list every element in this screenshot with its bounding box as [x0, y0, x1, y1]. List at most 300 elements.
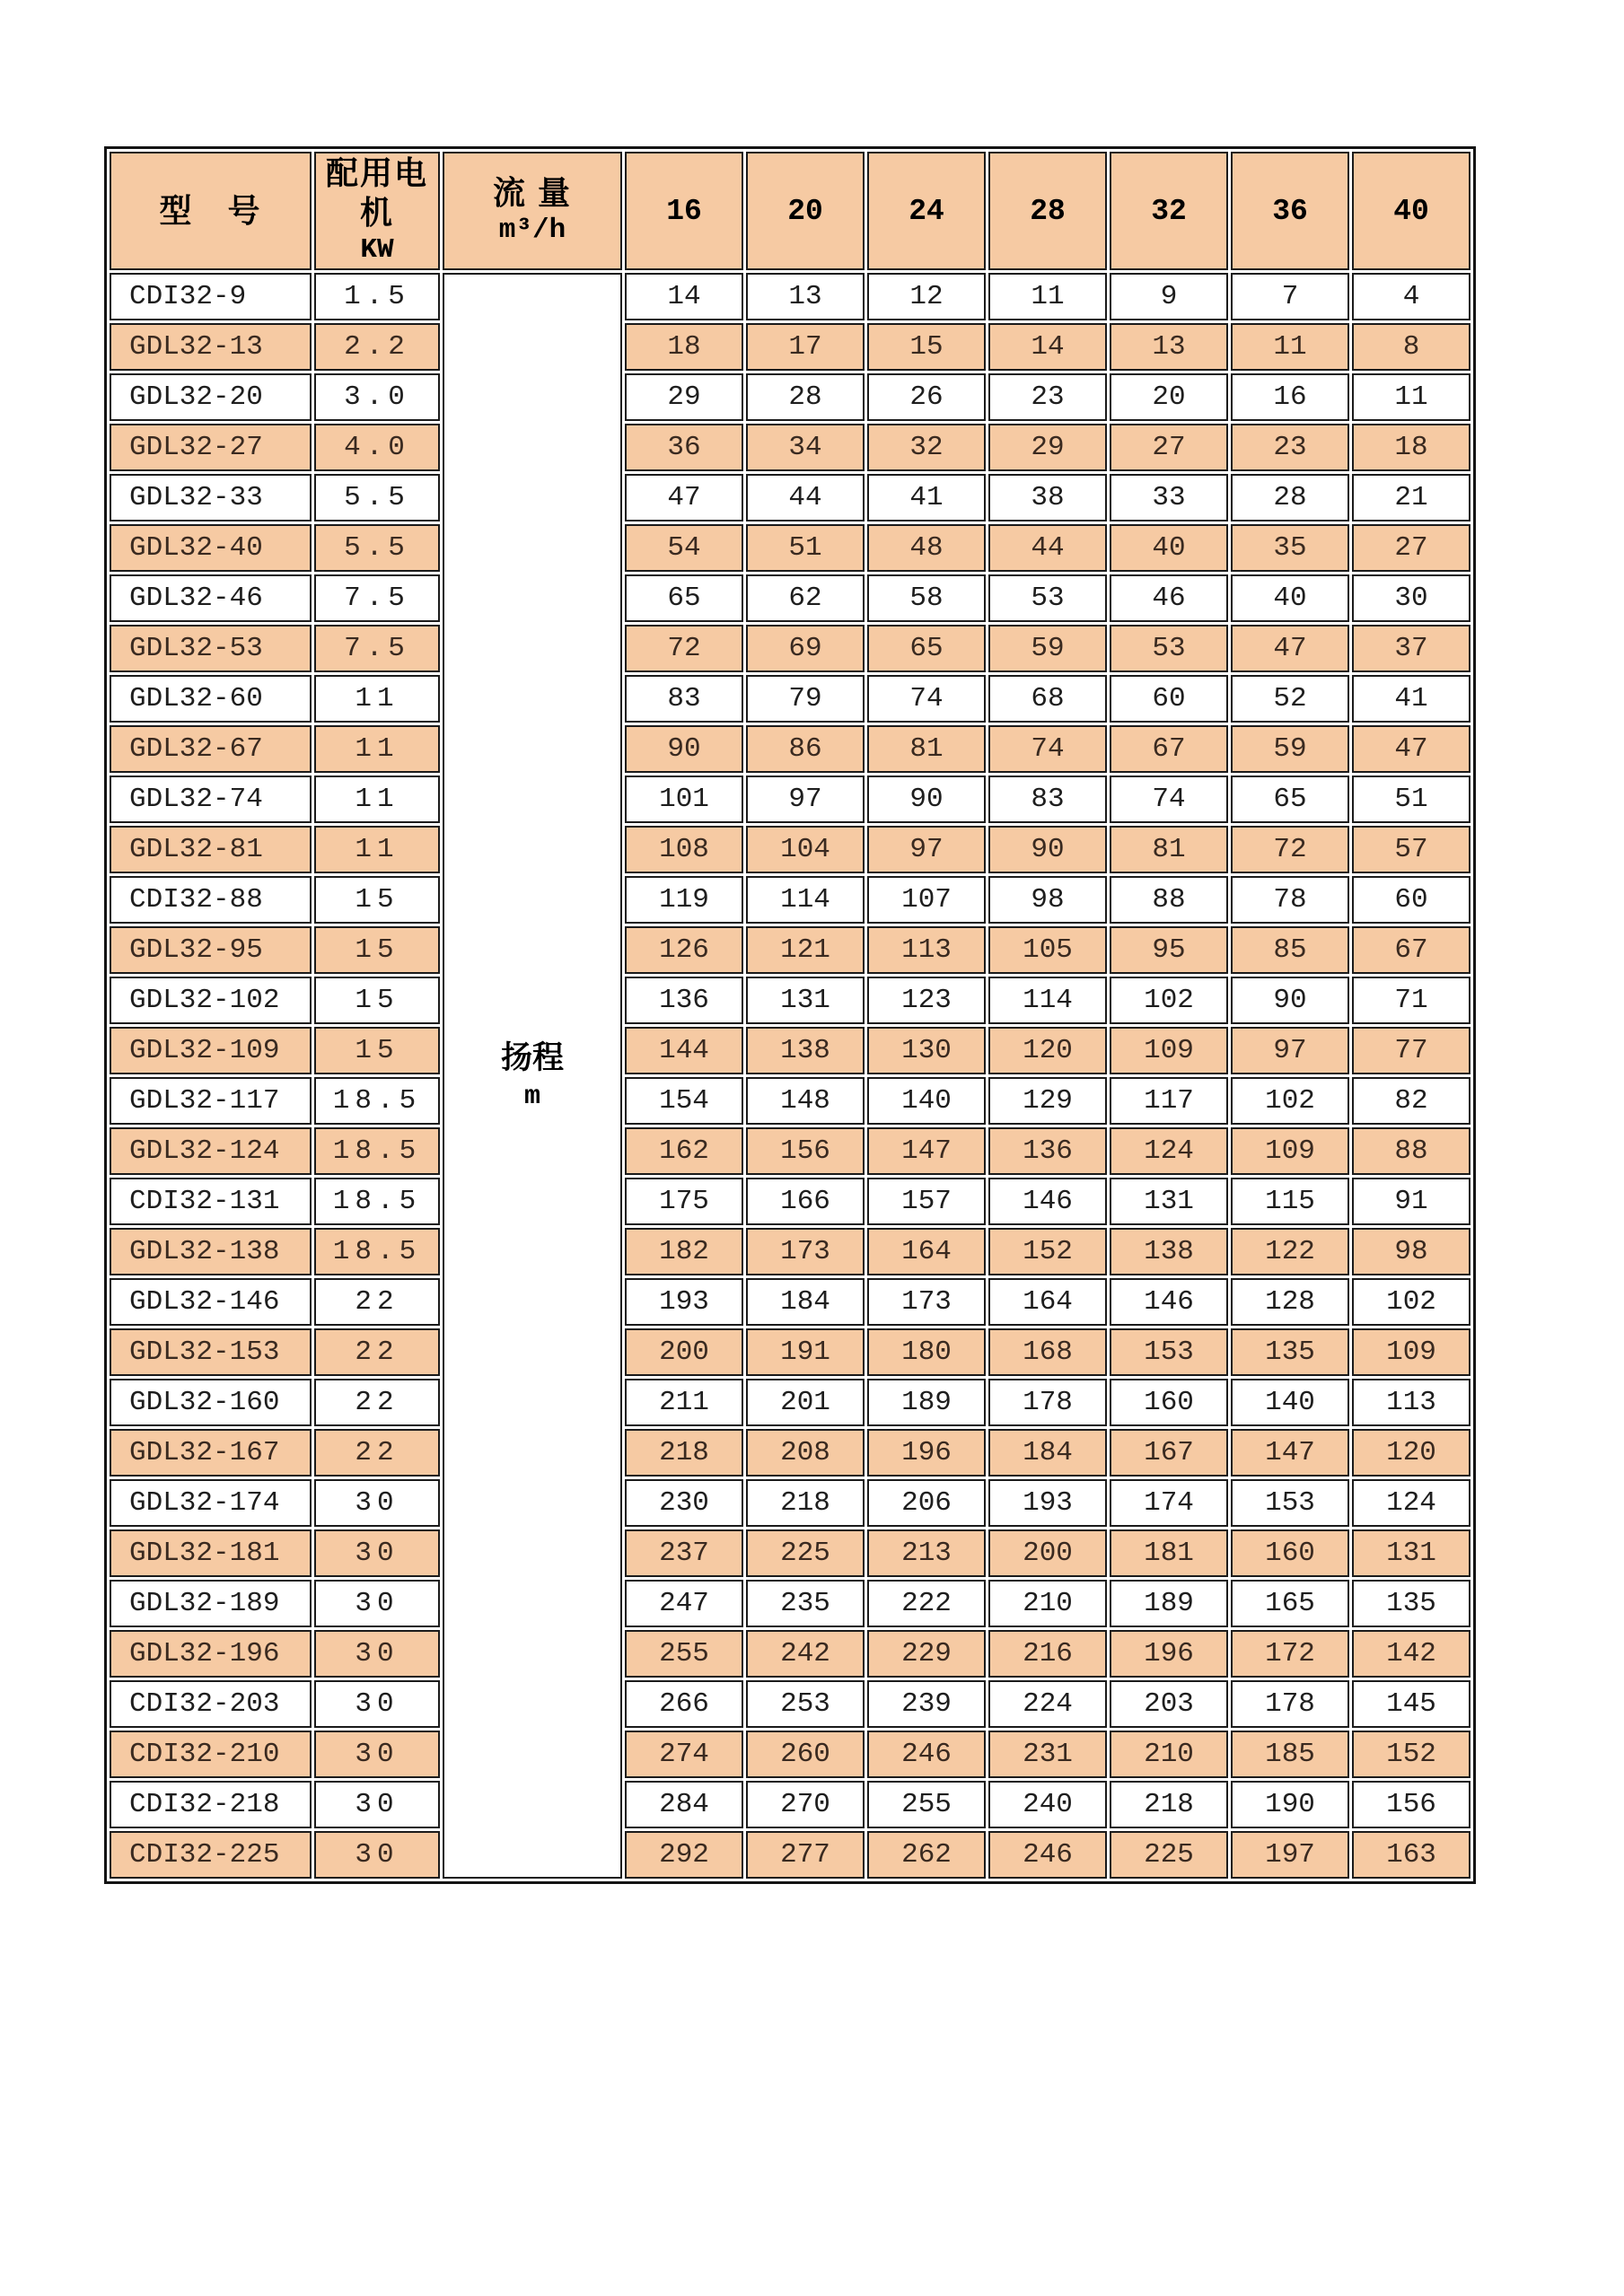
head-value-cell: 41 — [1352, 675, 1470, 723]
head-value-cell: 23 — [988, 373, 1107, 421]
table-row — [110, 1127, 1470, 1175]
head-value-cell: 255 — [867, 1781, 986, 1828]
model-cell: GDL32-53 — [110, 625, 312, 672]
motor-kw-cell: 22 — [314, 1278, 440, 1326]
head-value-cell: 102 — [1231, 1077, 1349, 1125]
table-row — [110, 273, 1470, 320]
head-value-cell: 162 — [625, 1127, 743, 1175]
head-value-cell: 115 — [1231, 1178, 1349, 1225]
header-flow-28: 28 — [988, 152, 1107, 270]
motor-kw-cell: 11 — [314, 826, 440, 873]
motor-kw-cell: 30 — [314, 1781, 440, 1828]
model-cell: GDL32-13 — [110, 323, 312, 371]
head-value-cell: 266 — [625, 1680, 743, 1728]
head-value-cell: 262 — [867, 1831, 986, 1879]
motor-kw-cell: 30 — [314, 1479, 440, 1527]
head-value-cell: 46 — [1110, 574, 1228, 622]
head-value-cell: 83 — [625, 675, 743, 723]
model-cell: GDL32-40 — [110, 524, 312, 572]
head-value-cell: 28 — [746, 373, 865, 421]
head-merged-cell — [443, 273, 622, 1879]
model-cell: CDI32-218 — [110, 1781, 312, 1828]
motor-kw-cell: 18.5 — [314, 1127, 440, 1175]
head-value-cell: 97 — [1231, 1027, 1349, 1074]
table-row — [110, 876, 1470, 924]
header-flow-24: 24 — [867, 152, 986, 270]
head-value-cell: 52 — [1231, 675, 1349, 723]
table-row — [110, 1529, 1470, 1577]
head-value-cell: 17 — [746, 323, 865, 371]
head-value-cell: 90 — [1231, 977, 1349, 1024]
pump-spec-table — [104, 146, 1476, 1884]
motor-kw-cell: 3.0 — [314, 373, 440, 421]
header-flow-40: 40 — [1352, 152, 1470, 270]
table-row — [110, 1429, 1470, 1477]
head-value-cell: 230 — [625, 1479, 743, 1527]
header-flow-line2: m³/h — [498, 215, 566, 246]
motor-kw-cell: 11 — [314, 725, 440, 773]
head-value-cell: 175 — [625, 1178, 743, 1225]
head-value-cell: 47 — [1352, 725, 1470, 773]
table-row — [110, 1731, 1470, 1778]
head-value-cell: 172 — [1231, 1630, 1349, 1678]
head-value-cell: 91 — [1352, 1178, 1470, 1225]
head-value-cell: 260 — [746, 1731, 865, 1778]
table-row — [110, 1328, 1470, 1376]
head-value-cell: 88 — [1110, 876, 1228, 924]
head-value-cell: 108 — [625, 826, 743, 873]
head-value-cell: 32 — [867, 424, 986, 471]
head-value-cell: 119 — [625, 876, 743, 924]
head-value-cell: 246 — [988, 1831, 1107, 1879]
head-value-cell: 255 — [625, 1630, 743, 1678]
head-value-cell: 78 — [1231, 876, 1349, 924]
head-value-cell: 190 — [1231, 1781, 1349, 1828]
head-value-cell: 270 — [746, 1781, 865, 1828]
head-value-cell: 130 — [867, 1027, 986, 1074]
table-row — [110, 524, 1470, 572]
head-value-cell: 14 — [988, 323, 1107, 371]
model-cell: CDI32-131 — [110, 1178, 312, 1225]
head-value-cell: 20 — [1110, 373, 1228, 421]
head-value-cell: 193 — [988, 1479, 1107, 1527]
head-value-cell: 253 — [746, 1680, 865, 1728]
header-model-label: 型 号 — [159, 192, 262, 229]
head-value-cell: 129 — [988, 1077, 1107, 1125]
head-value-cell: 237 — [625, 1529, 743, 1577]
header-flow-16: 16 — [625, 152, 743, 270]
table-row — [110, 1630, 1470, 1678]
head-value-cell: 218 — [625, 1429, 743, 1477]
head-value-cell: 138 — [746, 1027, 865, 1074]
motor-kw-cell: 5.5 — [314, 524, 440, 572]
motor-kw-cell: 2.2 — [314, 323, 440, 371]
table-row — [110, 1178, 1470, 1225]
head-value-cell: 59 — [1231, 725, 1349, 773]
head-value-cell: 225 — [1110, 1831, 1228, 1879]
motor-kw-cell: 30 — [314, 1630, 440, 1678]
head-value-cell: 246 — [867, 1731, 986, 1778]
head-value-cell: 160 — [1231, 1529, 1349, 1577]
head-value-cell: 79 — [746, 675, 865, 723]
head-value-cell: 57 — [1352, 826, 1470, 873]
head-value-cell: 33 — [1110, 474, 1228, 521]
head-value-cell: 98 — [988, 876, 1107, 924]
motor-kw-cell: 7.5 — [314, 625, 440, 672]
head-value-cell: 16 — [1231, 373, 1349, 421]
head-value-cell: 184 — [746, 1278, 865, 1326]
head-value-cell: 124 — [1110, 1127, 1228, 1175]
head-value-cell: 284 — [625, 1781, 743, 1828]
head-value-cell: 131 — [1110, 1178, 1228, 1225]
head-value-cell: 131 — [1352, 1529, 1470, 1577]
head-value-cell: 160 — [1110, 1379, 1228, 1426]
head-value-cell: 51 — [1352, 776, 1470, 823]
table-row — [110, 1479, 1470, 1527]
head-value-cell: 135 — [1352, 1580, 1470, 1627]
head-value-cell: 47 — [1231, 625, 1349, 672]
head-value-cell: 146 — [1110, 1278, 1228, 1326]
head-value-cell: 193 — [625, 1278, 743, 1326]
head-value-cell: 182 — [625, 1228, 743, 1275]
table-row — [110, 1680, 1470, 1728]
head-value-cell: 23 — [1231, 424, 1349, 471]
head-label-unit: m — [523, 1081, 540, 1112]
head-value-cell: 189 — [867, 1379, 986, 1426]
model-cell: CDI32-203 — [110, 1680, 312, 1728]
head-value-cell: 140 — [1231, 1379, 1349, 1426]
head-value-cell: 98 — [1352, 1228, 1470, 1275]
head-value-cell: 178 — [1231, 1680, 1349, 1728]
head-value-cell: 18 — [1352, 424, 1470, 471]
head-value-cell: 201 — [746, 1379, 865, 1426]
head-value-cell: 229 — [867, 1630, 986, 1678]
model-cell: GDL32-117 — [110, 1077, 312, 1125]
table-row — [110, 474, 1470, 521]
head-value-cell: 65 — [625, 574, 743, 622]
model-cell: GDL32-27 — [110, 424, 312, 471]
head-value-cell: 235 — [746, 1580, 865, 1627]
head-value-cell: 90 — [867, 776, 986, 823]
head-value-cell: 85 — [1231, 926, 1349, 974]
header-motor-line2: KW — [360, 234, 394, 266]
head-value-cell: 21 — [1352, 474, 1470, 521]
head-value-cell: 153 — [1231, 1479, 1349, 1527]
head-value-cell: 136 — [625, 977, 743, 1024]
head-value-cell: 180 — [867, 1328, 986, 1376]
head-value-cell: 65 — [1231, 776, 1349, 823]
head-value-cell: 120 — [988, 1027, 1107, 1074]
head-value-cell: 9 — [1110, 273, 1228, 320]
model-cell: GDL32-167 — [110, 1429, 312, 1477]
head-value-cell: 191 — [746, 1328, 865, 1376]
head-value-cell: 51 — [746, 524, 865, 572]
head-value-cell: 168 — [988, 1328, 1107, 1376]
head-value-cell: 128 — [1231, 1278, 1349, 1326]
head-value-cell: 164 — [867, 1228, 986, 1275]
head-value-cell: 88 — [1352, 1127, 1470, 1175]
head-value-cell: 40 — [1231, 574, 1349, 622]
head-value-cell: 15 — [867, 323, 986, 371]
head-value-cell: 81 — [867, 725, 986, 773]
motor-kw-cell: 11 — [314, 675, 440, 723]
head-value-cell: 65 — [867, 625, 986, 672]
head-value-cell: 86 — [746, 725, 865, 773]
table-row — [110, 1228, 1470, 1275]
head-value-cell: 210 — [988, 1580, 1107, 1627]
motor-kw-cell: 30 — [314, 1529, 440, 1577]
head-value-cell: 27 — [1110, 424, 1228, 471]
motor-kw-cell: 1.5 — [314, 273, 440, 320]
head-value-cell: 41 — [867, 474, 986, 521]
head-value-cell: 104 — [746, 826, 865, 873]
header-flow-32: 32 — [1110, 152, 1228, 270]
head-value-cell: 83 — [988, 776, 1107, 823]
head-value-cell: 95 — [1110, 926, 1228, 974]
head-value-cell: 123 — [867, 977, 986, 1024]
table-row — [110, 675, 1470, 723]
head-value-cell: 101 — [625, 776, 743, 823]
motor-kw-cell: 15 — [314, 1027, 440, 1074]
model-cell: GDL32-196 — [110, 1630, 312, 1678]
head-value-cell: 7 — [1231, 273, 1349, 320]
head-value-cell: 82 — [1352, 1077, 1470, 1125]
head-value-cell: 121 — [746, 926, 865, 974]
head-value-cell: 28 — [1231, 474, 1349, 521]
model-cell: GDL32-46 — [110, 574, 312, 622]
head-value-cell: 173 — [867, 1278, 986, 1326]
model-cell: GDL32-189 — [110, 1580, 312, 1627]
model-cell: GDL32-146 — [110, 1278, 312, 1326]
head-value-cell: 163 — [1352, 1831, 1470, 1879]
head-value-cell: 147 — [867, 1127, 986, 1175]
table-row — [110, 1580, 1470, 1627]
head-value-cell: 164 — [988, 1278, 1107, 1326]
head-value-cell: 210 — [1110, 1731, 1228, 1778]
head-value-cell: 126 — [625, 926, 743, 974]
head-value-cell: 197 — [1231, 1831, 1349, 1879]
head-value-cell: 74 — [988, 725, 1107, 773]
model-cell: CDI32-225 — [110, 1831, 312, 1879]
motor-kw-cell: 30 — [314, 1731, 440, 1778]
head-value-cell: 157 — [867, 1178, 986, 1225]
head-value-cell: 156 — [1352, 1781, 1470, 1828]
motor-kw-cell: 15 — [314, 977, 440, 1024]
model-cell: CDI32-9 — [110, 273, 312, 320]
head-value-cell: 62 — [746, 574, 865, 622]
model-cell: GDL32-60 — [110, 675, 312, 723]
head-value-cell: 30 — [1352, 574, 1470, 622]
head-value-cell: 231 — [988, 1731, 1107, 1778]
head-value-cell: 4 — [1352, 273, 1470, 320]
head-value-cell: 124 — [1352, 1479, 1470, 1527]
head-value-cell: 27 — [1352, 524, 1470, 572]
head-value-cell: 34 — [746, 424, 865, 471]
motor-kw-cell: 30 — [314, 1580, 440, 1627]
model-cell: GDL32-81 — [110, 826, 312, 873]
table-row — [110, 574, 1470, 622]
model-cell: GDL32-33 — [110, 474, 312, 521]
model-cell: GDL32-138 — [110, 1228, 312, 1275]
head-value-cell: 72 — [1231, 826, 1349, 873]
head-value-cell: 109 — [1352, 1328, 1470, 1376]
head-value-cell: 67 — [1352, 926, 1470, 974]
model-cell: GDL32-95 — [110, 926, 312, 974]
head-value-cell: 60 — [1110, 675, 1228, 723]
motor-kw-cell: 30 — [314, 1680, 440, 1728]
header-flow-20: 20 — [746, 152, 865, 270]
head-value-cell: 189 — [1110, 1580, 1228, 1627]
model-cell: GDL32-74 — [110, 776, 312, 823]
head-value-cell: 185 — [1231, 1731, 1349, 1778]
head-value-cell: 206 — [867, 1479, 986, 1527]
table-row — [110, 625, 1470, 672]
head-value-cell: 44 — [988, 524, 1107, 572]
table-row — [110, 1781, 1470, 1828]
head-value-cell: 166 — [746, 1178, 865, 1225]
head-value-cell: 40 — [1110, 524, 1228, 572]
head-value-cell: 120 — [1352, 1429, 1470, 1477]
head-value-cell: 107 — [867, 876, 986, 924]
head-value-cell: 156 — [746, 1127, 865, 1175]
head-value-cell: 97 — [867, 826, 986, 873]
head-label-cn: 扬程 — [500, 1039, 564, 1075]
model-cell: GDL32-109 — [110, 1027, 312, 1074]
table-row — [110, 776, 1470, 823]
head-value-cell: 67 — [1110, 725, 1228, 773]
model-cell: GDL32-153 — [110, 1328, 312, 1376]
head-value-cell: 145 — [1352, 1680, 1470, 1728]
head-value-cell: 216 — [988, 1630, 1107, 1678]
head-value-cell: 165 — [1231, 1580, 1349, 1627]
motor-kw-cell: 30 — [314, 1831, 440, 1879]
model-cell: GDL32-174 — [110, 1479, 312, 1527]
head-value-cell: 152 — [1352, 1731, 1470, 1778]
head-value-cell: 37 — [1352, 625, 1470, 672]
head-value-cell: 203 — [1110, 1680, 1228, 1728]
head-value-cell: 181 — [1110, 1529, 1228, 1577]
head-value-cell: 109 — [1231, 1127, 1349, 1175]
head-value-cell: 239 — [867, 1680, 986, 1728]
head-value-cell: 211 — [625, 1379, 743, 1426]
head-value-cell: 60 — [1352, 876, 1470, 924]
model-cell: GDL32-124 — [110, 1127, 312, 1175]
motor-kw-cell: 7.5 — [314, 574, 440, 622]
head-value-cell: 196 — [1110, 1630, 1228, 1678]
head-value-cell: 113 — [1352, 1379, 1470, 1426]
head-value-cell: 58 — [867, 574, 986, 622]
head-value-cell: 113 — [867, 926, 986, 974]
head-value-cell: 277 — [746, 1831, 865, 1879]
header-motor-kw — [314, 152, 440, 270]
head-value-cell: 53 — [1110, 625, 1228, 672]
head-value-cell: 242 — [746, 1630, 865, 1678]
head-value-cell: 47 — [625, 474, 743, 521]
head-value-cell: 114 — [746, 876, 865, 924]
model-cell: GDL32-102 — [110, 977, 312, 1024]
head-value-cell: 135 — [1231, 1328, 1349, 1376]
head-value-cell: 146 — [988, 1178, 1107, 1225]
head-value-cell: 292 — [625, 1831, 743, 1879]
table-row — [110, 1077, 1470, 1125]
table-row — [110, 977, 1470, 1024]
head-value-cell: 274 — [625, 1731, 743, 1778]
head-value-cell: 247 — [625, 1580, 743, 1627]
motor-kw-cell: 18.5 — [314, 1178, 440, 1225]
motor-kw-cell: 22 — [314, 1328, 440, 1376]
motor-kw-cell: 4.0 — [314, 424, 440, 471]
head-value-cell: 72 — [625, 625, 743, 672]
head-value-cell: 140 — [867, 1077, 986, 1125]
head-value-cell: 102 — [1352, 1278, 1470, 1326]
head-value-cell: 117 — [1110, 1077, 1228, 1125]
head-value-cell: 29 — [625, 373, 743, 421]
table-row — [110, 1278, 1470, 1326]
head-value-cell: 11 — [988, 273, 1107, 320]
head-value-cell: 178 — [988, 1379, 1107, 1426]
motor-kw-cell: 22 — [314, 1379, 440, 1426]
head-value-cell: 36 — [625, 424, 743, 471]
head-value-cell: 200 — [625, 1328, 743, 1376]
table-row — [110, 373, 1470, 421]
head-value-cell: 131 — [746, 977, 865, 1024]
head-value-cell: 48 — [867, 524, 986, 572]
table-row — [110, 323, 1470, 371]
head-value-cell: 213 — [867, 1529, 986, 1577]
motor-kw-cell: 22 — [314, 1429, 440, 1477]
head-value-cell: 68 — [988, 675, 1107, 723]
head-value-cell: 8 — [1352, 323, 1470, 371]
table-row — [110, 1379, 1470, 1426]
head-value-cell: 148 — [746, 1077, 865, 1125]
head-value-cell: 114 — [988, 977, 1107, 1024]
head-value-cell: 144 — [625, 1027, 743, 1074]
motor-kw-cell: 18.5 — [314, 1077, 440, 1125]
head-value-cell: 12 — [867, 273, 986, 320]
head-value-cell: 90 — [988, 826, 1107, 873]
table-row — [110, 1831, 1470, 1879]
head-value-cell: 200 — [988, 1529, 1107, 1577]
head-value-cell: 74 — [1110, 776, 1228, 823]
table-row — [110, 926, 1470, 974]
table-row — [110, 725, 1470, 773]
head-value-cell: 102 — [1110, 977, 1228, 1024]
header-flow — [443, 152, 622, 270]
head-value-cell: 240 — [988, 1781, 1107, 1828]
head-value-cell: 174 — [1110, 1479, 1228, 1527]
head-value-cell: 109 — [1110, 1027, 1228, 1074]
motor-kw-cell: 5.5 — [314, 474, 440, 521]
head-value-cell: 154 — [625, 1077, 743, 1125]
head-value-cell: 35 — [1231, 524, 1349, 572]
head-value-cell: 147 — [1231, 1429, 1349, 1477]
head-value-cell: 13 — [746, 273, 865, 320]
table-row — [110, 1027, 1470, 1074]
head-value-cell: 59 — [988, 625, 1107, 672]
head-value-cell: 152 — [988, 1228, 1107, 1275]
head-value-cell: 218 — [746, 1479, 865, 1527]
head-value-cell: 53 — [988, 574, 1107, 622]
head-value-cell: 77 — [1352, 1027, 1470, 1074]
model-cell: CDI32-88 — [110, 876, 312, 924]
header-model — [110, 152, 312, 270]
head-value-cell: 11 — [1231, 323, 1349, 371]
head-value-cell: 224 — [988, 1680, 1107, 1728]
table-row — [110, 826, 1470, 873]
table-body — [110, 273, 1470, 1879]
head-value-cell: 11 — [1352, 373, 1470, 421]
head-value-cell: 184 — [988, 1429, 1107, 1477]
